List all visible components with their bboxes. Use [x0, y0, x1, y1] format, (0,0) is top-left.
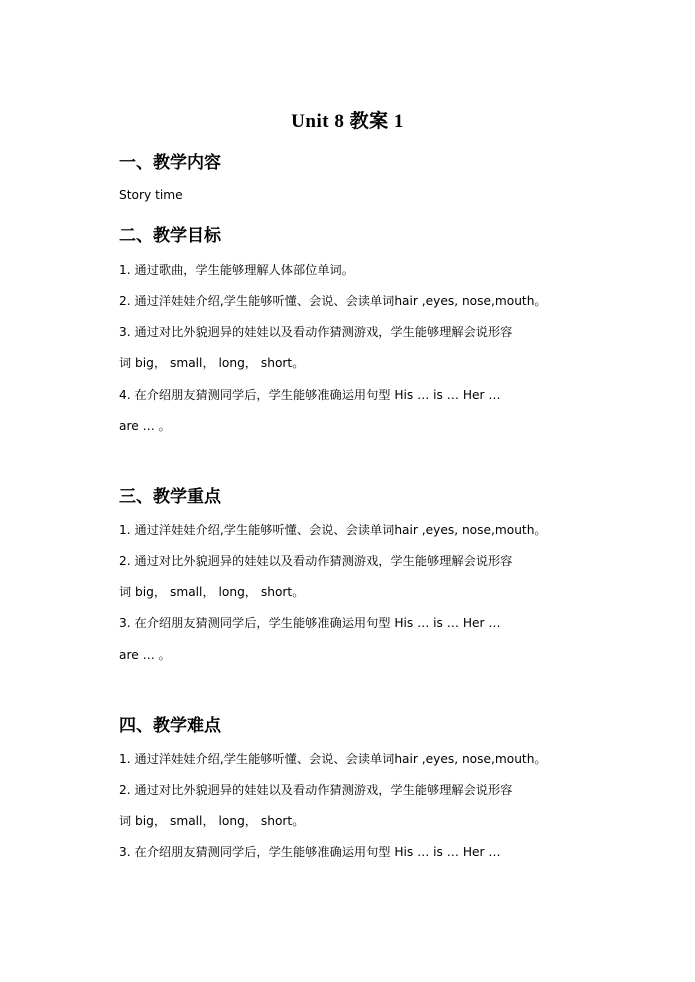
key-point-line: 3. 在介绍朋友猜测同学后，学生能够准确运用句型 His … is … Her … — [119, 616, 501, 630]
objective-line: 词 big， small， long， short。 — [119, 356, 305, 370]
page-title: Unit 8 教案 1 — [291, 111, 404, 132]
key-point-line: are … 。 — [119, 648, 171, 662]
content-line: Story time — [119, 188, 183, 202]
section-heading-difficulties: 四、教学难点 — [119, 716, 221, 736]
objective-line: 4. 在介绍朋友猜测同学后，学生能够准确运用句型 His … is … Her … — [119, 388, 501, 402]
key-point-line: 2. 通过对比外貌迥异的娃娃以及看动作猜测游戏，学生能够理解会说形容 — [119, 554, 513, 568]
objective-line: 2. 通过洋娃娃介绍,学生能够听懂、会说、会读单词hair ,eyes, nose,mouth。 — [119, 294, 547, 308]
section-heading-key-points: 三、教学重点 — [119, 487, 221, 507]
objective-line: are … 。 — [119, 419, 171, 433]
section-heading-content: 一、教学内容 — [119, 153, 221, 173]
difficulty-line: 2. 通过对比外貌迥异的娃娃以及看动作猜测游戏，学生能够理解会说形容 — [119, 783, 513, 797]
objective-line: 3. 通过对比外貌迥异的娃娃以及看动作猜测游戏，学生能够理解会说形容 — [119, 325, 513, 339]
difficulty-line: 1. 通过洋娃娃介绍,学生能够听懂、会说、会读单词hair ,eyes, nose,mouth。 — [119, 752, 547, 766]
key-point-line: 1. 通过洋娃娃介绍,学生能够听懂、会说、会读单词hair ,eyes, nose,mouth。 — [119, 523, 547, 537]
difficulty-line: 词 big， small， long， short。 — [119, 814, 305, 828]
objective-line: 1. 通过歌曲，学生能够理解人体部位单词。 — [119, 263, 354, 277]
difficulty-line: 3. 在介绍朋友猜测同学后，学生能够准确运用句型 His … is … Her … — [119, 845, 501, 859]
key-point-line: 词 big， small， long， short。 — [119, 585, 305, 599]
section-heading-objectives: 二、教学目标 — [119, 226, 221, 246]
